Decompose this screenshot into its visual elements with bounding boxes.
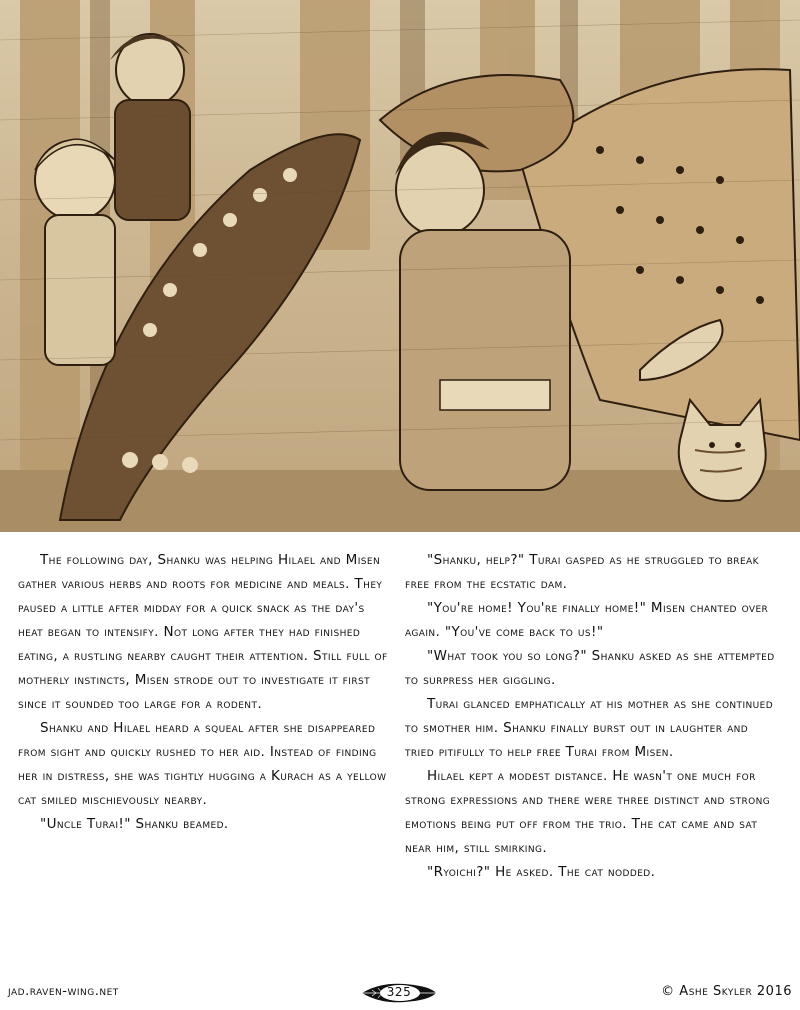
story-paragraph: Turai glanced emphatically at his mother as she continued to smother him. Shanku finally burst out in laughter and tried pitifully to help free Turai from Misen.	[405, 696, 774, 760]
story-paragraph: "You're home! You're finally home!" Misen chanted over again. "You've come back to us!"	[405, 600, 769, 640]
story-column-left	[18, 548, 388, 836]
page-number-badge	[360, 980, 438, 1006]
copyright: © Ashe Skyler 2016	[661, 984, 792, 999]
story-paragraph: The following day, Shanku was helping Hilael and Misen gather various herbs and roots for medicine and meals. They paused a little after midday for a quick snack as the day's heat began to intensify. Not long after they had finished eating, a rustling nearby caught their attention. Still full of motherly instincts, Misen strode out to investigate it first since it sounded too large for a rodent.	[18, 552, 388, 712]
story-column-right	[405, 548, 775, 884]
story-text	[0, 548, 800, 968]
story-paragraph: "Ryoichi?" He asked. The cat nodded.	[427, 864, 656, 880]
story-paragraph: "Shanku, help?" Turai gasped as he struggled to break free from the ecstatic dam.	[405, 552, 759, 592]
story-paragraph: "What took you so long?" Shanku asked as she attempted to surpress her giggling.	[405, 648, 775, 688]
story-paragraph: "Uncle Turai!" Shanku beamed.	[40, 816, 229, 832]
site-url[interactable]: jad.raven-wing.net	[8, 984, 119, 999]
page-footer	[0, 978, 800, 1008]
page-number: 325	[386, 985, 412, 999]
story-paragraph: Shanku and Hilael heard a squeal after she disappeared from sight and quickly rushed to her aid. Instead of finding her in distress, she was tightly hugging a Kurach as a yellow cat smiled mischievously nearby.	[18, 720, 387, 808]
story-paragraph: Hilael kept a modest distance. He wasn't one much for strong expressions and there were three distinct and strong emotions being put off from the trio. The cat came and sat near him, still smirking.	[405, 768, 771, 856]
